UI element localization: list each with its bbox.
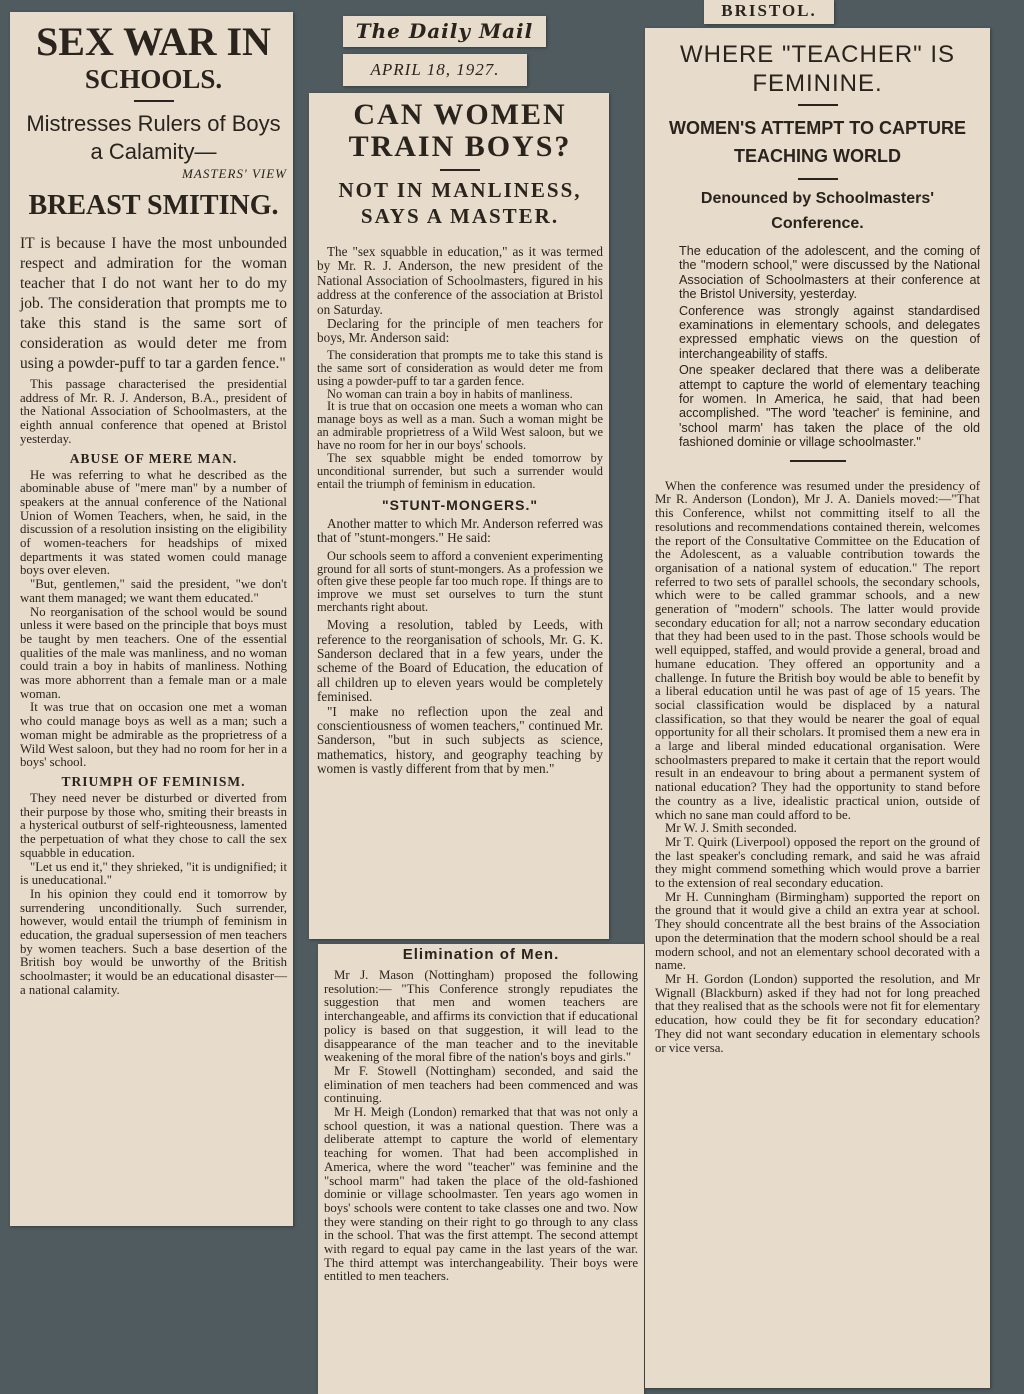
paragraph: "I make no reflection upon the zeal and conscientiousness of women teachers," continued Mr. Sanderson, "but in such subjects as science, mathematics, history, and geography teaching by women is vastly different from that by men." (317, 703, 603, 777)
clipping-teacher-is-feminine (645, 28, 990, 1388)
paragraph: No reorganisation of the school would be sound unless it were based on the principle that boys must be taught by men teachers. One of the essential qualities of the male was manliness, and no woman could train a boy in habits of manliness. Nothing was more abhorrent than a female man or a male woman. (20, 604, 287, 701)
deck: BREAST SMITING. (28, 190, 279, 221)
subheadline: NOT IN MANLINESS, SAYS A MASTER. (338, 178, 582, 228)
divider (790, 460, 846, 462)
lead-paragraph (20, 234, 287, 374)
subheadline: WOMEN'S ATTEMPT TO CAPTURE TEACHING WORLD (669, 118, 966, 166)
divider (134, 100, 174, 102)
paragraph: In his opinion they could end it tomorrow by surrendering unconditionally. Such surrender, however, would entail the triumph of feminism in education, the gradual supersession of men teachers by women teachers. Such a base desertion of the British boy would be unworthy of the British schoolmaster; it would be an educational disaster—a national calamity. (20, 886, 287, 997)
paragraph: Declaring for the principle of men teachers for boys, Mr. Anderson said: (317, 316, 603, 346)
lead-text: IT is because I have the most unbounded respect and admiration for the woman teacher that I do not want her to do my job. The consideration that prompts me to take this stand is the same sort of consideration as would deter me from using a powder-puff to tar a garden fence." (20, 235, 287, 372)
paragraph: He was referring to what he described as the abominable abuse of "mere man" by a number of speakers at the annual conference of the National Union of Women Teachers, when, he said, in the discussion of a resolution insisting on the eligibility of women-teachers for headships of mixed departments it was stated women could manage boys over eleven. (20, 467, 287, 578)
paragraph: The "sex squabble in education," as it was termed by Mr. R. J. Anderson, the new president of the National Association of Schoolmasters, figured in his address at the conference of the association at Bristol on Saturday. (317, 244, 603, 317)
headline: CAN WOMEN TRAIN BOYS? (348, 98, 572, 163)
divider (798, 104, 838, 106)
abstract-paragraph: The education of the adolescent, and the coming of the "modern school," were discussed by the National Association of Schoolmasters at their conference at the Bristol University, yesterday. (679, 244, 980, 302)
headline-line2: SCHOOLS. (84, 64, 223, 94)
date-clipping (343, 54, 527, 86)
headline: WHERE "TEACHER" IS FEMININE. (679, 41, 956, 97)
location-tag: BRISTOL. (721, 1, 817, 20)
date: APRIL 18, 1927. (370, 60, 500, 79)
byline: MASTERS' VIEW (182, 166, 287, 181)
abstract-paragraph: One speaker declared that there was a deliberate attempt to capture the world of elementary teaching for women. In America, he said, that had been accomplished. "The word 'teacher' is feminine, and 'school marm' has taken the place of the old fashioned dominie or village schoolmaster." (679, 363, 980, 450)
paragraph: "But, gentlemen," said the president, "we don't want them managed; we want them educated." (20, 577, 287, 605)
subheadline: Mistresses Rulers of Boys a Calamity— (26, 111, 281, 164)
quote-paragraph: The sex squabble might be ended tomorrow by unconditional surrender, but such a surrender would entail the triumph of feminism in education. (317, 451, 603, 491)
paragraph: Mr W. J. Smith seconded. (665, 821, 797, 836)
paragraph: Mr H. Meigh (London) remarked that that was not only a school question, it was a national question. There was a deliberate attempt to capture the world of elementary teaching for women. That had been accomplished in America, where the word "teacher" was feminine and the "school marm" had taken the place of the old-fashioned dominie or village schoolmaster. Ten years ago women in boys' schools were content to take classes one and two. Now they were standing on their right to go through to any class in the school. That was the first attempt. The second attempt with regard to equal pay came in the last years of the war. The third attempt was interchangeability. Their boys were entitled to men teachers. (324, 1105, 638, 1284)
masthead-clipping (343, 16, 546, 47)
paragraph: Mr T. Quirk (Liverpool) opposed the report on the ground of the last speaker's concluding remark, and said he was afraid they might commend something which would prove a barrier to the extension of real secondary education. (655, 834, 980, 891)
quote-paragraph: It is true that on occasion one meets a woman who can manage boys as well as a man. Such a woman might be an admirable proprietress of a Wild West saloon, but we have no room for her in our boys' schools. (317, 399, 603, 453)
paragraph: Moving a resolution, tabled by Leeds, with reference to the reorganisation of schools, Mr. G. K. Sanderson declared that in a few years, under the scheme of the Board of Education, the education of all children up to eleven years would be completely feminised. (317, 617, 603, 705)
paragraph: Mr J. Mason (Nottingham) proposed the following resolution:— "This Conference strongly repudiates the suggestion that men and women teachers are interchangeable, and affirms its conviction that if educational policy is based on that suggestion, it will lead to the disappearance of the man teacher and to the inevitable weakening of the moral fibre of the nation's boys and girls." (324, 968, 638, 1065)
section-heading: "STUNT-MONGERS." (381, 496, 539, 513)
section-heading: ABUSE OF MERE MAN. (69, 450, 238, 466)
quote-paragraph: Our schools seem to afford a convenient experimenting ground for all sorts of stunt-mongers. As a profession we often give these people far too much rope. If things are to improve we must set ourselves to turn the stunt merchants right about. (317, 548, 603, 615)
abstract-paragraph: Conference was strongly against standardised examinations in elementary schools, and delegates expressed emphatic views on the question of interchangeability of staffs. (679, 303, 980, 361)
section-heading: Elimination of Men. (402, 946, 560, 963)
quote-paragraph: No woman can train a boy in habits of manliness. (327, 386, 573, 401)
quote-paragraph: The consideration that prompts me to take this stand is the same sort of consideration as would deter me from using a powder-puff to tar a garden fence. (317, 347, 603, 388)
paragraph: When the conference was resumed under the presidency of Mr R. Anderson (London), Mr J. A. Daniels moved:—"That this Conference, whilst not committing itself to all the resolutions and recommendations contained therein, welcomes the report of the Consultative Committee on the Education of the Adolescent, as a valuable contribution towards the organisation of a national system of education." The report referred to two sets of parallel schools, the secondary schools, which were to be called grammar schools, and a new generation of "modern" schools. The latter would provide secondary education for all; not a narrow secondary education that they had been used to in the past. Those schools would be well equipped, staffed, and would provide a general, broad and humane education. They offered an opportunity and a challenge. In future the British boy would be able to benefit by a liberal education until he was past of age of 15 years. The social classification would be displaced by a natural classification, so that they would be nearer the goal of equal opportunity for all their scholars. It promised them a new era in a large and liberal minded educational organisation. Were schoolmasters prepared to make it certain that the report would result in an endeavour to bring about a permanent system of national education? They had the opportunity to stand before the country as a live, idealistic practical union, outside of which no sane man could afford to be. (655, 478, 980, 822)
paragraph: This passage characterised the presidential address of Mr. R. J. Anderson, B.A., president of the National Association of Schoolmasters, at the eighth annual conference that opened at Bristol yesterday. (20, 377, 287, 446)
paragraph: Another matter to which Mr. Anderson referred was that of "stunt-mongers." He said: (317, 515, 603, 546)
paragraph: Mr H. Cunningham (Birmingham) supported the report on the ground that it would give a child an extra year at school. They should concentrate all the best brains of the Association upon the determination that the modern school should be a real modern school, and not an elementary school decorated with a name. (655, 889, 980, 973)
clipping-sex-war (10, 12, 293, 1226)
deck: Denounced by Schoolmasters' Conference. (700, 190, 935, 232)
divider (440, 169, 480, 171)
divider (798, 178, 838, 180)
paragraph: "Let us end it," they shrieked, "it is undignified; it is uneducational." (20, 859, 287, 888)
bristol-tag-clipping (704, 0, 834, 24)
section-heading: TRIUMPH OF FEMINISM. (61, 773, 246, 789)
masthead: The Daily Mail (355, 19, 534, 43)
paragraph: It was true that on occasion one met a woman who could manage boys as well as a man; such a woman might be admirable as the proprietress of a Wild West saloon, but they had no room for her in a boys' school. (20, 700, 287, 770)
paragraph: Mr H. Gordon (London) supported the resolution, and Mr Wignall (Blackburn) asked if they had not for long preached that they realised that as the schools were not fit for elementary education, how could they be fit for secondary education? They did not want secondary education in elementary schools or vice versa. (655, 972, 980, 1055)
clipping-elimination-of-men (318, 944, 644, 1394)
paragraph: They need never be disturbed or diverted from their purpose by those who, smiting their breasts in a hysterical outburst of self-righteousness, lamented the perpetuation of what they chose to call the sex squabble in education. (20, 790, 287, 860)
paragraph: Mr F. Stowell (Nottingham) seconded, and said the elimination of men teachers had been commenced and was continuing. (324, 1063, 638, 1106)
headline: SEX WAR IN (36, 19, 271, 64)
clipping-can-women-train-boys (309, 93, 609, 939)
